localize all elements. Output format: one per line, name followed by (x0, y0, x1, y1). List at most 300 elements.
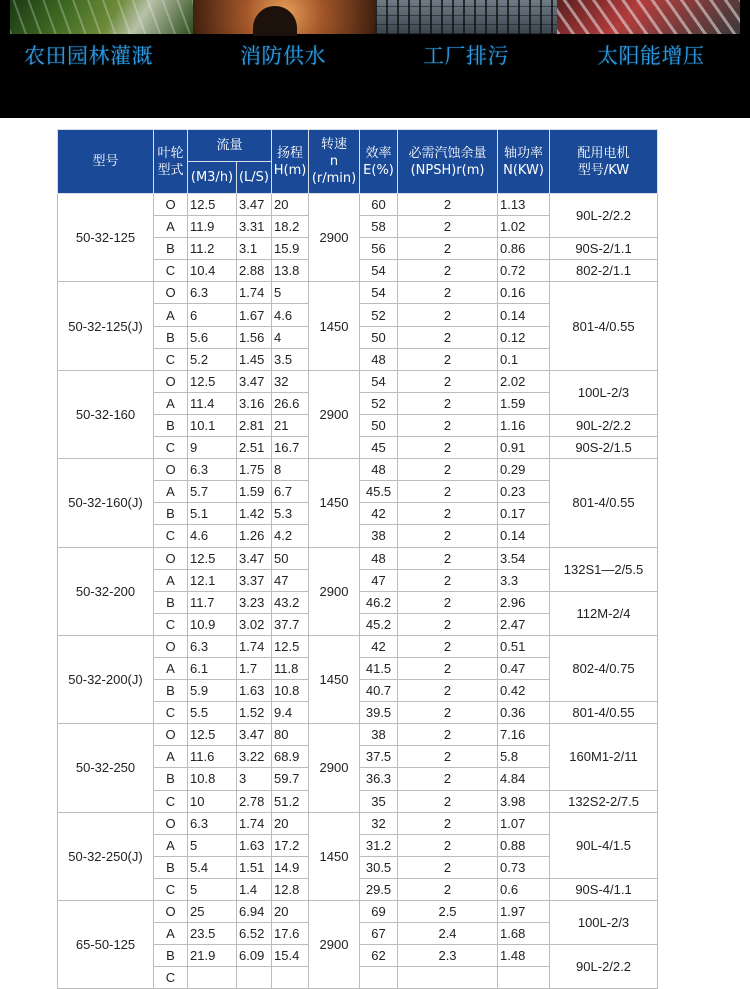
impeller-type-cell: O (154, 901, 188, 923)
efficiency-cell: 38 (360, 724, 398, 746)
shaft-power-cell: 5.8 (498, 746, 550, 768)
flow-ls-cell: 1.45 (237, 348, 272, 370)
header-flow-ls: (L/S) (237, 162, 272, 194)
motor-cell: 100L-2/3 (550, 370, 658, 414)
model-cell: 50-32-200(J) (58, 635, 154, 723)
efficiency-cell: 67 (360, 923, 398, 945)
motor-cell: 90L-2/2.2 (550, 194, 658, 238)
shaft-power-cell: 0.29 (498, 459, 550, 481)
application-banner (0, 0, 750, 118)
impeller-type-cell: O (154, 194, 188, 216)
npsh-cell: 2 (398, 481, 498, 503)
impeller-type-cell: B (154, 503, 188, 525)
head-cell: 10.8 (272, 680, 309, 702)
flow-ls-cell: 6.52 (237, 923, 272, 945)
npsh-cell: 2 (398, 569, 498, 591)
npsh-cell: 2.4 (398, 923, 498, 945)
motor-cell: 100L-2/3 (550, 901, 658, 945)
impeller-type-cell: B (154, 945, 188, 967)
shaft-power-cell (498, 967, 550, 989)
efficiency-cell: 52 (360, 392, 398, 414)
flow-ls-cell (237, 967, 272, 989)
efficiency-cell: 52 (360, 304, 398, 326)
npsh-cell: 2 (398, 216, 498, 238)
motor-cell: 802-2/1.1 (550, 260, 658, 282)
impeller-type-cell: O (154, 370, 188, 392)
header-model: 型号 (58, 130, 154, 194)
npsh-cell: 2 (398, 746, 498, 768)
npsh-cell: 2 (398, 503, 498, 525)
speed-cell: 1450 (309, 635, 360, 723)
npsh-cell: 2 (398, 591, 498, 613)
head-cell: 47 (272, 569, 309, 591)
npsh-cell: 2 (398, 724, 498, 746)
flow-ls-cell: 3.37 (237, 569, 272, 591)
efficiency-cell: 31.2 (360, 834, 398, 856)
flow-ls-cell: 3 (237, 768, 272, 790)
header-flow: 流量 (188, 130, 272, 162)
table-row (58, 812, 658, 834)
shaft-power-cell: 0.14 (498, 304, 550, 326)
shaft-power-cell: 0.73 (498, 856, 550, 878)
speed-cell: 2900 (309, 194, 360, 282)
speed-cell: 2900 (309, 370, 360, 458)
efficiency-cell: 45.5 (360, 481, 398, 503)
flow-ls-cell: 3.16 (237, 392, 272, 414)
flow-m3h-cell: 6 (188, 304, 237, 326)
table-row (58, 370, 658, 392)
photo-strip (0, 0, 750, 34)
efficiency-cell: 54 (360, 260, 398, 282)
shaft-power-cell: 3.3 (498, 569, 550, 591)
flow-ls-cell: 2.81 (237, 414, 272, 436)
shaft-power-cell: 0.51 (498, 635, 550, 657)
flow-m3h-cell: 5 (188, 834, 237, 856)
shaft-power-cell: 2.47 (498, 613, 550, 635)
flow-ls-cell: 1.56 (237, 326, 272, 348)
impeller-type-cell: B (154, 591, 188, 613)
npsh-cell: 2 (398, 878, 498, 900)
impeller-type-cell: A (154, 304, 188, 326)
head-cell: 4.6 (272, 304, 309, 326)
impeller-type-cell: A (154, 923, 188, 945)
impeller-type-cell: C (154, 260, 188, 282)
firefighting-photo (193, 0, 375, 34)
flow-ls-cell: 3.22 (237, 746, 272, 768)
head-cell: 5.3 (272, 503, 309, 525)
shaft-power-cell: 1.07 (498, 812, 550, 834)
flow-m3h-cell: 5.1 (188, 503, 237, 525)
head-cell: 3.5 (272, 348, 309, 370)
npsh-cell: 2 (398, 238, 498, 260)
npsh-cell: 2 (398, 348, 498, 370)
efficiency-cell: 56 (360, 238, 398, 260)
shaft-power-cell: 0.47 (498, 657, 550, 679)
shaft-power-cell: 0.16 (498, 282, 550, 304)
head-cell: 51.2 (272, 790, 309, 812)
impeller-type-cell: C (154, 437, 188, 459)
efficiency-cell: 45 (360, 437, 398, 459)
npsh-cell: 2 (398, 657, 498, 679)
shaft-power-cell: 1.68 (498, 923, 550, 945)
flow-ls-cell: 1.74 (237, 812, 272, 834)
shaft-power-cell: 0.1 (498, 348, 550, 370)
table-row (58, 282, 658, 304)
npsh-cell: 2 (398, 260, 498, 282)
model-cell: 50-32-125(J) (58, 282, 154, 370)
impeller-type-cell: B (154, 238, 188, 260)
flow-m3h-cell: 11.9 (188, 216, 237, 238)
impeller-type-cell: O (154, 724, 188, 746)
npsh-cell: 2 (398, 812, 498, 834)
flow-m3h-cell: 6.3 (188, 812, 237, 834)
shaft-power-cell: 1.48 (498, 945, 550, 967)
npsh-cell: 2 (398, 282, 498, 304)
flow-m3h-cell: 6.3 (188, 282, 237, 304)
shaft-power-cell: 2.96 (498, 591, 550, 613)
impeller-type-cell: O (154, 547, 188, 569)
flow-ls-cell: 1.7 (237, 657, 272, 679)
motor-cell: 801-4/0.55 (550, 702, 658, 724)
shaft-power-cell: 0.12 (498, 326, 550, 348)
npsh-cell: 2 (398, 370, 498, 392)
flow-m3h-cell: 11.2 (188, 238, 237, 260)
flow-m3h-cell: 11.4 (188, 392, 237, 414)
flow-m3h-cell: 5.9 (188, 680, 237, 702)
shaft-power-cell: 0.17 (498, 503, 550, 525)
efficiency-cell: 37.5 (360, 746, 398, 768)
npsh-cell: 2.3 (398, 945, 498, 967)
shaft-power-cell: 0.86 (498, 238, 550, 260)
application-captions (0, 40, 750, 70)
flow-m3h-cell: 6.3 (188, 635, 237, 657)
impeller-type-cell: A (154, 481, 188, 503)
flow-m3h-cell: 5.4 (188, 856, 237, 878)
head-cell: 8 (272, 459, 309, 481)
motor-cell: 802-4/0.75 (550, 635, 658, 701)
head-cell: 43.2 (272, 591, 309, 613)
motor-cell: 90L-2/2.2 (550, 945, 658, 989)
flow-m3h-cell: 5.6 (188, 326, 237, 348)
head-cell: 11.8 (272, 657, 309, 679)
caption-factory-drainage: 工厂排污 (423, 44, 509, 68)
flow-ls-cell: 2.78 (237, 790, 272, 812)
impeller-type-cell: B (154, 414, 188, 436)
flow-ls-cell: 1.74 (237, 635, 272, 657)
motor-cell: 801-4/0.55 (550, 282, 658, 370)
head-cell: 20 (272, 194, 309, 216)
motor-cell: 132S2-2/7.5 (550, 790, 658, 812)
header-flow-m3h: (M3/h) (188, 162, 237, 194)
npsh-cell: 2 (398, 304, 498, 326)
npsh-cell (398, 967, 498, 989)
flow-m3h-cell: 12.5 (188, 547, 237, 569)
pump-spec-table (57, 129, 658, 989)
head-cell: 16.7 (272, 437, 309, 459)
efficiency-cell: 46.2 (360, 591, 398, 613)
flow-ls-cell: 2.88 (237, 260, 272, 282)
efficiency-cell: 39.5 (360, 702, 398, 724)
impeller-type-cell: A (154, 657, 188, 679)
impeller-type-cell: O (154, 635, 188, 657)
flow-ls-cell: 1.74 (237, 282, 272, 304)
shaft-power-cell: 0.14 (498, 525, 550, 547)
caption-solar-boost: 太阳能增压 (597, 44, 705, 68)
head-cell: 15.4 (272, 945, 309, 967)
header-efficiency: 效率 E(%) (360, 130, 398, 194)
flow-ls-cell: 1.26 (237, 525, 272, 547)
flow-m3h-cell: 5.5 (188, 702, 237, 724)
head-cell: 20 (272, 901, 309, 923)
flow-m3h-cell: 10.1 (188, 414, 237, 436)
flow-m3h-cell: 10 (188, 790, 237, 812)
efficiency-cell: 50 (360, 414, 398, 436)
flow-ls-cell: 3.47 (237, 370, 272, 392)
shaft-power-cell: 3.54 (498, 547, 550, 569)
flow-ls-cell: 6.94 (237, 901, 272, 923)
impeller-type-cell: C (154, 967, 188, 989)
flow-m3h-cell: 11.6 (188, 746, 237, 768)
motor-cell: 112M-2/4 (550, 591, 658, 635)
impeller-type-cell: B (154, 768, 188, 790)
flow-ls-cell: 3.1 (237, 238, 272, 260)
head-cell: 13.8 (272, 260, 309, 282)
flow-ls-cell: 1.63 (237, 680, 272, 702)
npsh-cell: 2 (398, 547, 498, 569)
flow-ls-cell: 1.63 (237, 834, 272, 856)
shaft-power-cell: 0.88 (498, 834, 550, 856)
efficiency-cell (360, 967, 398, 989)
efficiency-cell: 45.2 (360, 613, 398, 635)
head-cell: 32 (272, 370, 309, 392)
efficiency-cell: 38 (360, 525, 398, 547)
flow-ls-cell: 3.02 (237, 613, 272, 635)
head-cell: 18.2 (272, 216, 309, 238)
table-row (58, 635, 658, 657)
head-cell: 20 (272, 812, 309, 834)
npsh-cell: 2 (398, 702, 498, 724)
shaft-power-cell: 7.16 (498, 724, 550, 746)
flow-m3h-cell: 10.4 (188, 260, 237, 282)
flow-m3h-cell: 10.8 (188, 768, 237, 790)
npsh-cell: 2 (398, 459, 498, 481)
flow-ls-cell: 1.52 (237, 702, 272, 724)
speed-cell: 2900 (309, 724, 360, 812)
efficiency-cell: 42 (360, 635, 398, 657)
impeller-type-cell: C (154, 348, 188, 370)
flow-m3h-cell: 10.9 (188, 613, 237, 635)
flow-ls-cell: 6.09 (237, 945, 272, 967)
table-row (58, 724, 658, 746)
efficiency-cell: 62 (360, 945, 398, 967)
flow-m3h-cell: 5.2 (188, 348, 237, 370)
shaft-power-cell: 1.13 (498, 194, 550, 216)
flow-m3h-cell: 6.3 (188, 459, 237, 481)
npsh-cell: 2 (398, 635, 498, 657)
shaft-power-cell: 1.97 (498, 901, 550, 923)
flow-m3h-cell: 21.9 (188, 945, 237, 967)
npsh-cell: 2 (398, 525, 498, 547)
impeller-type-cell: A (154, 746, 188, 768)
efficiency-cell: 69 (360, 901, 398, 923)
head-cell: 14.9 (272, 856, 309, 878)
npsh-cell: 2 (398, 856, 498, 878)
model-cell: 50-32-160(J) (58, 459, 154, 547)
npsh-cell: 2 (398, 790, 498, 812)
speed-cell: 2900 (309, 547, 360, 635)
npsh-cell: 2 (398, 194, 498, 216)
impeller-type-cell: B (154, 326, 188, 348)
flow-m3h-cell: 25 (188, 901, 237, 923)
table-row (58, 459, 658, 481)
flow-m3h-cell: 4.6 (188, 525, 237, 547)
flow-m3h-cell: 9 (188, 437, 237, 459)
flow-m3h-cell: 12.5 (188, 370, 237, 392)
impeller-type-cell: C (154, 790, 188, 812)
header-shaft-power: 轴功率 N(KW) (498, 130, 550, 194)
efficiency-cell: 42 (360, 503, 398, 525)
shaft-power-cell: 3.98 (498, 790, 550, 812)
flow-m3h-cell: 5.7 (188, 481, 237, 503)
table-body (58, 194, 658, 989)
shaft-power-cell: 0.42 (498, 680, 550, 702)
head-cell: 5 (272, 282, 309, 304)
header-speed: 转速 n (r/min) (309, 130, 360, 194)
model-cell: 50-32-160 (58, 370, 154, 458)
head-cell: 4 (272, 326, 309, 348)
flow-ls-cell: 1.59 (237, 481, 272, 503)
header-head: 扬程 H(m) (272, 130, 309, 194)
shaft-power-cell: 0.72 (498, 260, 550, 282)
npsh-cell: 2 (398, 326, 498, 348)
efficiency-cell: 47 (360, 569, 398, 591)
motor-cell: 90S-2/1.1 (550, 238, 658, 260)
efficiency-cell: 36.3 (360, 768, 398, 790)
efficiency-cell: 60 (360, 194, 398, 216)
efficiency-cell: 54 (360, 370, 398, 392)
model-cell: 50-32-200 (58, 547, 154, 635)
model-cell: 50-32-250 (58, 724, 154, 812)
motor-cell: 160M1-2/11 (550, 724, 658, 790)
head-cell: 9.4 (272, 702, 309, 724)
flow-ls-cell: 1.4 (237, 878, 272, 900)
head-cell: 37.7 (272, 613, 309, 635)
flow-ls-cell: 3.47 (237, 547, 272, 569)
impeller-type-cell: C (154, 878, 188, 900)
impeller-type-cell: A (154, 834, 188, 856)
flow-ls-cell: 3.23 (237, 591, 272, 613)
flow-m3h-cell: 5 (188, 878, 237, 900)
efficiency-cell: 29.5 (360, 878, 398, 900)
flow-ls-cell: 1.51 (237, 856, 272, 878)
flow-ls-cell: 1.67 (237, 304, 272, 326)
solar-photo (557, 0, 740, 34)
model-cell: 50-32-125 (58, 194, 154, 282)
flow-m3h-cell: 23.5 (188, 923, 237, 945)
flow-ls-cell: 3.47 (237, 724, 272, 746)
head-cell: 59.7 (272, 768, 309, 790)
npsh-cell: 2 (398, 834, 498, 856)
npsh-cell: 2 (398, 437, 498, 459)
speed-cell: 1450 (309, 282, 360, 370)
motor-cell: 801-4/0.55 (550, 459, 658, 547)
efficiency-cell: 40.7 (360, 680, 398, 702)
flow-ls-cell: 1.42 (237, 503, 272, 525)
efficiency-cell: 48 (360, 547, 398, 569)
irrigation-photo (10, 0, 193, 34)
header-impeller: 叶轮 型式 (154, 130, 188, 194)
flow-m3h-cell (188, 967, 237, 989)
efficiency-cell: 48 (360, 459, 398, 481)
flow-m3h-cell: 12.5 (188, 724, 237, 746)
impeller-type-cell: O (154, 282, 188, 304)
head-cell: 17.2 (272, 834, 309, 856)
speed-cell: 1450 (309, 459, 360, 547)
head-cell: 15.9 (272, 238, 309, 260)
shaft-power-cell: 1.59 (498, 392, 550, 414)
flow-ls-cell: 1.75 (237, 459, 272, 481)
impeller-type-cell: O (154, 812, 188, 834)
motor-cell: 90S-2/1.5 (550, 437, 658, 459)
flow-m3h-cell: 12.1 (188, 569, 237, 591)
efficiency-cell: 50 (360, 326, 398, 348)
flow-m3h-cell: 11.7 (188, 591, 237, 613)
shaft-power-cell: 0.6 (498, 878, 550, 900)
efficiency-cell: 35 (360, 790, 398, 812)
head-cell (272, 967, 309, 989)
head-cell: 26.6 (272, 392, 309, 414)
model-cell: 65-50-125 (58, 901, 154, 989)
head-cell: 68.9 (272, 746, 309, 768)
impeller-type-cell: B (154, 680, 188, 702)
factory-photo (375, 0, 557, 34)
table-row (58, 547, 658, 569)
caption-irrigation: 农田园林灌溉 (24, 44, 153, 68)
head-cell: 12.5 (272, 635, 309, 657)
caption-firefighting: 消防供水 (240, 44, 326, 68)
head-cell: 17.6 (272, 923, 309, 945)
flow-m3h-cell: 12.5 (188, 194, 237, 216)
efficiency-cell: 30.5 (360, 856, 398, 878)
npsh-cell: 2 (398, 768, 498, 790)
shaft-power-cell: 0.91 (498, 437, 550, 459)
impeller-type-cell: A (154, 392, 188, 414)
table-row (58, 194, 658, 216)
efficiency-cell: 48 (360, 348, 398, 370)
head-cell: 6.7 (272, 481, 309, 503)
header-motor: 配用电机 型号/KW (550, 130, 658, 194)
npsh-cell: 2 (398, 414, 498, 436)
impeller-type-cell: A (154, 569, 188, 591)
shaft-power-cell: 2.02 (498, 370, 550, 392)
head-cell: 80 (272, 724, 309, 746)
impeller-type-cell: C (154, 613, 188, 635)
motor-cell: 132S1—2/5.5 (550, 547, 658, 591)
speed-cell: 2900 (309, 901, 360, 989)
efficiency-cell: 32 (360, 812, 398, 834)
table-row (58, 901, 658, 923)
motor-cell: 90L-4/1.5 (550, 812, 658, 878)
efficiency-cell: 41.5 (360, 657, 398, 679)
impeller-type-cell: A (154, 216, 188, 238)
header-npsh: 必需汽蚀余量 (NPSH)r(m) (398, 130, 498, 194)
flow-ls-cell: 2.51 (237, 437, 272, 459)
efficiency-cell: 54 (360, 282, 398, 304)
npsh-cell: 2 (398, 613, 498, 635)
motor-cell: 90S-4/1.1 (550, 878, 658, 900)
npsh-cell: 2.5 (398, 901, 498, 923)
model-cell: 50-32-250(J) (58, 812, 154, 900)
